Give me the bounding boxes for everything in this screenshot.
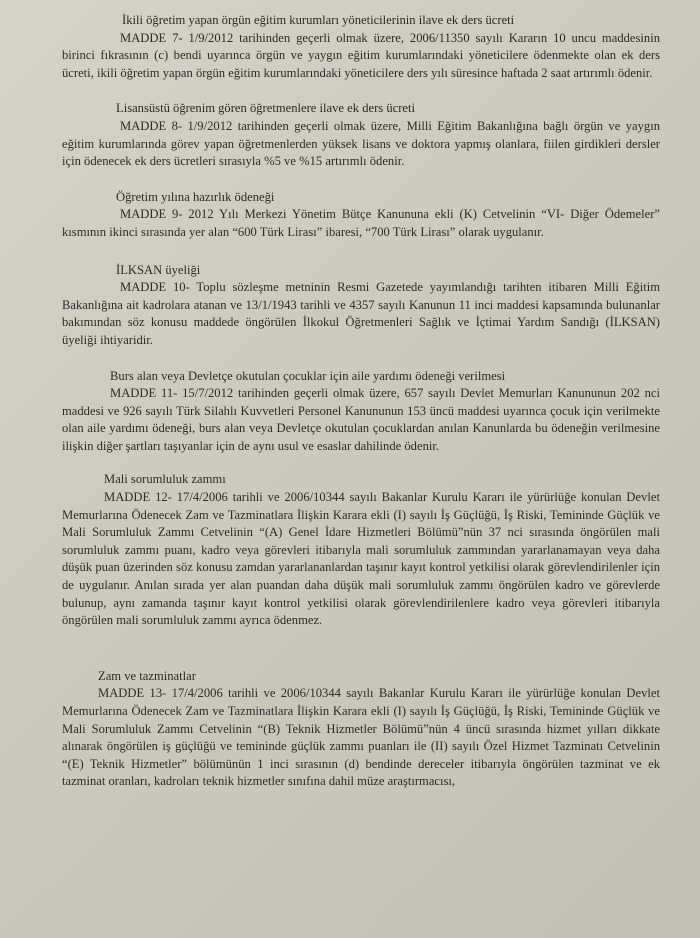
- section-heading: Öğretim yılına hazırlık ödeneği: [116, 189, 275, 204]
- section-madde-11: [62, 368, 660, 456]
- section-body: MADDE 7- 1/9/2012 tarihinden geçerli olmak üzere, 2006/11350 sayılı Kararın 10 uncu maddesinin birinci fıkrasının (c) bendi uyarınca örgün ve yaygın eğitim kurumlarındaki yöneticilere ödenmekte olan ek ders ücreti, ikili öğretim yapan örgün eğitim kurumlarındaki yöneticilere ders yılı süresince haftada 2 saat artırımlı ödenir.: [62, 30, 660, 80]
- section-heading: Lisansüstü öğrenim gören öğretmenlere ilave ek ders ücreti: [116, 101, 415, 116]
- section-body: MADDE 13- 17/4/2006 tarihli ve 2006/10344 sayılı Bakanlar Kurulu Kararı ile yürürlüğe konulan Devlet Memurlarına Ödenecek Zam ve Tazminatlara İlişkin Karara ekli (I) sayılı İş Güçlüğü, İş Riski, Temininde Güçlük ve Mali Sorumluluk Zammı Cetvelinin “(B) Teknik Hizmetler Bölümü”nün 4 üncü sırasında hizmet yılları dikkate alınarak öngörülen iş güçlüğü ve temininde güçlük zammı puanları ile (II) sayılı Özel Hizmet Tazminatı Cetvelinin “(E) Teknik Hizmetler” bölümünün 1 inci sırasının (d) bendinde dereceler itibarıyla öngörülen tazminat ve ek tazminat oranları, kadroları teknik hizmetler sınıfına dahil müze araştırmacısı,: [62, 686, 660, 789]
- section-body: MADDE 10- Toplu sözleşme metninin Resmi Gazetede yayımlandığı tarihten itibaren Milli Eğitim Bakanlığına ait kadrolara atanan ve 13/1/1943 tarihli ve 4357 sayılı Kanunun 11 inci maddesi kapsamında bulunanlar bakımından söz konusu maddede öngörülen İlkokul Öğretmenleri Sağlık ve İçtimai Yardım Sandığı (İLKSAN) üyeliği ihtiyaridir.: [62, 280, 660, 347]
- section-madde-8: [62, 100, 660, 170]
- section-body: MADDE 11- 15/7/2012 tarihinden geçerli olmak üzere, 657 sayılı Devlet Memurları Kanununun 202 nci maddesi ve 926 sayılı Türk Silahlı Kuvvetleri Personel Kanununun 153 üncü maddesi uyarınca çocuk için verilmekte olan aile yardımı ödeneği, burs alan veya Devletçe okutulan çocuklardan anılan Kanunlarda bu ödeneğin verilmesine ilişkin diğer şartları taşıyanlar için de aynı usul ve esaslar dahilinde ödenir.: [62, 386, 660, 453]
- section-madde-12: [62, 471, 660, 629]
- section-madde-13: [62, 668, 660, 791]
- section-madde-9: [62, 189, 660, 242]
- section-heading: Zam ve tazminatlar: [98, 668, 196, 683]
- section-madde-7: [62, 12, 660, 82]
- section-heading: İLKSAN üyeliği: [116, 262, 201, 277]
- section-heading: Mali sorumluluk zammı: [104, 472, 226, 487]
- section-body: MADDE 12- 17/4/2006 tarihli ve 2006/10344 sayılı Bakanlar Kurulu Kararı ile yürürlüğe konulan Devlet Memurlarına Ödenecek Zam ve Tazminatlara İlişkin Karara ekli (I) sayılı İş Güçlüğü, İş Riski, Temininde Güçlük ve Mali Sorumluluk Zammı Cetvelinin “(A) Genel İdare Hizmetleri Bölümü”nün 37 nci sırasında öngörülen mali sorumluluk zammı puanı, kadro veya görevleri itibarıyla mali sorumluluk zammından yararlanamayan veya daha düşük puan üzerinden söz konusu zamdan yararlananlardan taşınır kayıt kontrol yetkilisi olarak görevlendirilenler için de uygulanır. Anılan sırada yer alan puandan daha düşük mali sorumluluk zammı öngörülen kadro ve görevlerde bulunup, aynı zamanda taşınır kayıt kontrol yetkilisi olarak görevlendirilenlere kadro veya görevleri itibarıyla öngörülen mali sorumluluk zammı ayrıca ödenmez.: [62, 490, 660, 628]
- section-body: MADDE 9- 2012 Yılı Merkezi Yönetim Bütçe Kanununa ekli (K) Cetvelinin “VI- Diğer Ödemeler” kısmının ikinci sırasında yer alan “600 Türk Lirası” ibaresi, “700 Türk Lirası” olarak uygulanır.: [62, 207, 660, 239]
- section-heading: Burs alan veya Devletçe okutulan çocuklar için aile yardımı ödeneği verilmesi: [110, 368, 506, 383]
- section-heading: İkili öğretim yapan örgün eğitim kurumları yöneticilerinin ilave ek ders ücreti: [122, 13, 515, 27]
- section-body: MADDE 8- 1/9/2012 tarihinden geçerli olmak üzere, Milli Eğitim Bakanlığına bağlı örgün ve yaygın eğitim kurumlarında görev yapan öğretmenlerden yüksek lisans ve doktora yapmış olanlara, fiilen girdikleri dersler için ödenecek ek ders ücretleri sırasıyla %5 ve %15 artırımlı ödenir.: [62, 118, 660, 169]
- section-madde-10: [62, 262, 660, 350]
